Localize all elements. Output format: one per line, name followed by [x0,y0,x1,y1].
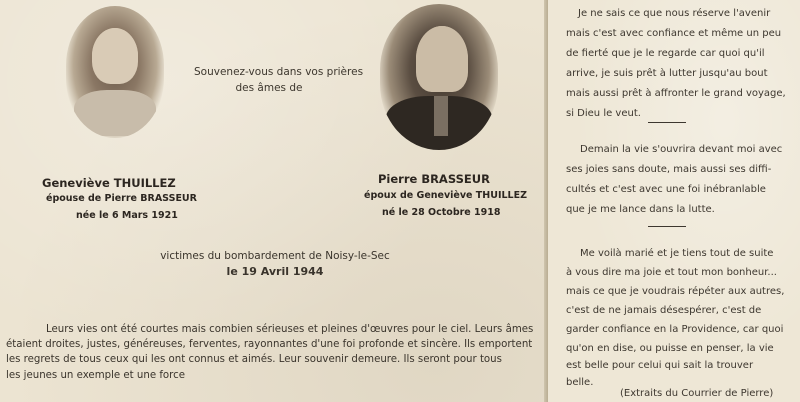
portrait-genevieve [66,6,164,138]
separator-rule [648,226,686,227]
letter-line: mais aussi prêt à affronter le grand voyage, [566,88,786,99]
letter-line: si Dieu le veut. [566,108,641,119]
man-spouse-line: époux de Geneviève THUILLEZ [364,190,527,201]
woman-spouse-line: épouse de Pierre BRASSEUR [46,193,197,204]
letter-line: cultés et c'est avec une foi inébranlable [566,184,766,195]
letter-line: Je ne sais ce que nous réserve l'avenir [578,8,771,19]
tribute-line: étaient droites, justes, généreuses, ferventes, rayonnantes d'une foi profonde et sincère. Ils emportent [6,339,533,351]
memory-line-1: Souvenez-vous dans vos prières [194,66,364,78]
letter-line: mais c'est avec confiance et même un peu [566,28,782,39]
letter-line: Demain la vie s'ouvrira devant moi avec [580,144,783,155]
letter-line: à vous dire ma joie et tout mon bonheur... [566,267,777,278]
letter-line: que je me lance dans la lutte. [566,204,715,215]
letter-line: mais ce que je voudrais répéter aux autres, [566,286,785,297]
tribute-line: les jeunes un exemple et une force [6,369,185,381]
letter-line: c'est de ne jamais désespérer, c'est de [566,305,762,316]
letter-line: garder confiance en la Providence, car quoi [566,324,784,335]
victims-line: victimes du bombardement de Noisy-le-Sec [160,250,390,262]
tribute-paragraph [6,322,542,383]
letter-signature: (Extraits du Courrier de Pierre) [620,388,774,399]
letter-line: arrive, je suis prêt à lutter jusqu'au bout [566,68,768,79]
tribute-line: Leurs vies ont été courtes mais combien sérieuses et pleines d'œuvres pour le ciel. Leurs âmes [46,324,534,335]
letter-line: est belle pour celui qui sait la trouver [566,360,754,371]
tribute-line: les regrets de tous ceux qui les ont connus et aimés. Leur souvenir demeure. Ils seront pour tous [6,354,502,366]
woman-name: Geneviève THUILLEZ [42,176,176,190]
separator-rule [648,122,686,123]
death-date: le 19 Avril 1944 [226,265,324,278]
portrait-pierre [380,4,498,150]
woman-birth-line: née le 6 Mars 1921 [76,210,178,221]
letter-line: qu'on en dise, ou puisse en penser, la vie [566,343,774,354]
letter-line: Me voilà marié et je tiens tout de suite [580,248,774,259]
letter-line: de fierté que je le regarde car quoi qu'il [566,48,765,59]
letter-line: ses joies sans doute, mais aussi ses diffi- [566,164,772,175]
man-name: Pierre BRASSEUR [378,172,490,186]
man-birth-line: né le 28 Octobre 1918 [382,207,501,218]
letter-line: belle. [566,377,594,388]
memory-line-2: des âmes de [235,82,303,94]
